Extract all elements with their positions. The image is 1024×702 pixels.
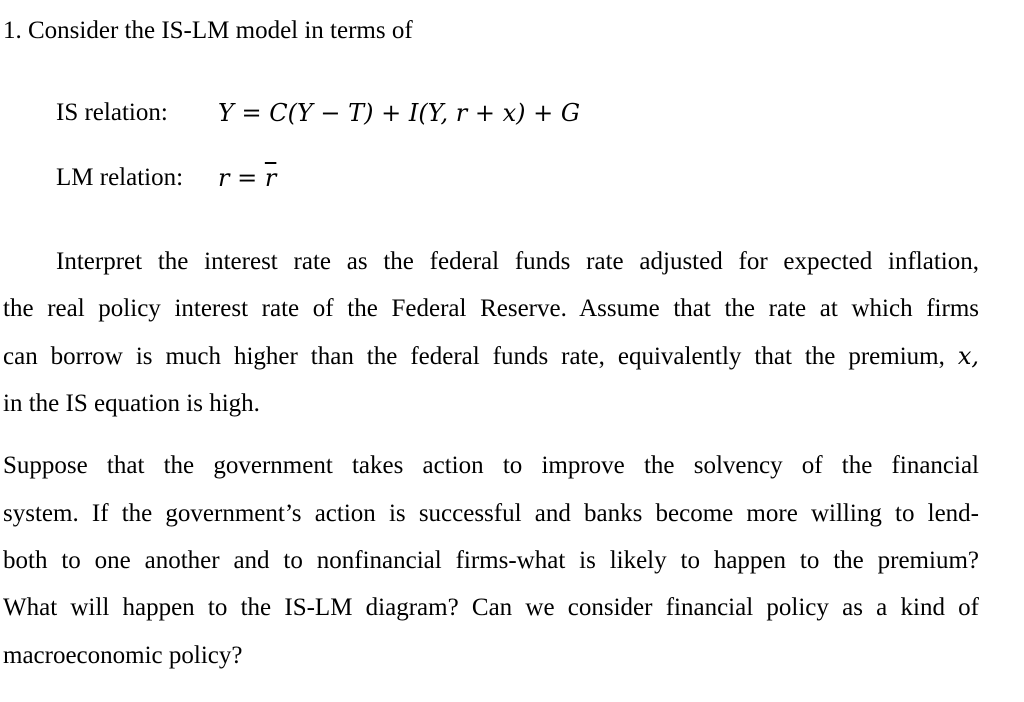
paragraph2-line1: Suppose that the government takes action to improve the solvency of the financial <box>3 452 979 479</box>
question-heading: 1. Consider the IS-LM model in terms of <box>3 17 413 44</box>
paragraph1-line4: in the IS equation is high. <box>3 390 260 417</box>
lm-relation-lhs: r = <box>218 164 258 192</box>
paragraph2-line3: both to one another and to nonfinancial firms-what is likely to happen to the premium? <box>3 547 979 574</box>
paragraph1-line1: Interpret the interest rate as the federal funds rate adjusted for expected inflation, <box>56 248 979 275</box>
paragraph1-line3-text: can borrow is much higher than the federal funds rate, equivalently that the premium, <box>3 343 945 370</box>
lm-relation-rhs: $\overline{r}$ <box>264 164 277 192</box>
paragraph2-line4: What will happen to the IS-LM diagram? Can we consider financial policy as a kind of <box>3 594 979 621</box>
is-relation-equation: Y = C(Y − T) + I(Y, r + x) + G <box>218 99 581 127</box>
is-relation-label: IS relation: <box>56 99 168 126</box>
paragraph2-line5: macroeconomic policy? <box>3 642 243 669</box>
lm-relation-label: LM relation: <box>56 164 184 191</box>
lm-relation-equation <box>218 163 276 193</box>
premium-variable: x, <box>957 342 980 370</box>
paragraph1-line3 <box>3 341 979 372</box>
paragraph1-line2: the real policy interest rate of the Federal Reserve. Assume that the rate at which firms <box>3 295 979 322</box>
paragraph2-line2: system. If the government’s action is successful and banks become more willing to lend- <box>3 500 979 527</box>
